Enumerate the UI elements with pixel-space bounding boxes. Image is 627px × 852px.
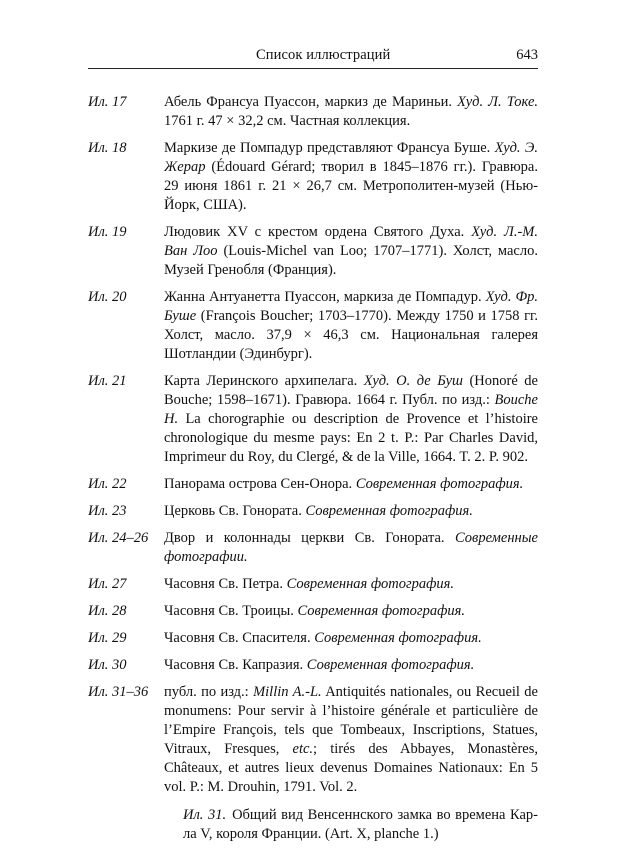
list-item — [88, 683, 538, 844]
illustration-label: Ил. 22 — [88, 476, 127, 492]
illustration-caption — [164, 372, 538, 467]
illustration-label: Ил. 20 — [88, 289, 127, 305]
list-item — [88, 139, 538, 215]
caption-text: Двор и колоннады церкви Св. Гонората. — [164, 530, 456, 546]
illustration-caption — [164, 288, 538, 364]
illustration-caption — [164, 629, 538, 648]
caption-italic: Современная фотография. — [314, 630, 482, 646]
caption-italic: Худ. Л.-М. Ван Лоо — [164, 224, 538, 259]
illustration-label: Ил. 19 — [88, 224, 127, 240]
caption-italic: etc. — [292, 741, 314, 757]
illustration-label: Ил. 28 — [88, 603, 127, 619]
illustration-list — [88, 93, 538, 852]
illustration-caption — [164, 93, 538, 131]
illustration-label: Ил. 27 — [88, 576, 127, 592]
list-item — [88, 93, 538, 131]
illustration-label: Ил. 21 — [88, 373, 127, 389]
illustration-caption — [164, 139, 538, 215]
illustration-caption — [164, 529, 538, 567]
sub-caption-text: Общий вид Венсеннского замка во времена Карла V, короля Франции. (Art. X, planche 1.) — [183, 807, 538, 842]
list-item — [88, 372, 538, 467]
caption-text: Людовик XV с крестом ордена Святого Духа. — [164, 224, 472, 240]
illustration-label: Ил. 24–26 — [88, 530, 149, 546]
caption-text: Жанна Антуанетта Пуассон, маркиза де Помпадур. — [164, 289, 486, 305]
caption-italic: Худ. Э. Жерар — [164, 140, 538, 175]
caption-text: (François Boucher; 1703–1770). Между 1750 и 1758 гг. Холст, масло. 37,9 × 46,3 см. Национальная галерея Шотландии (Эдинбург). — [164, 308, 538, 362]
caption-text: Antiquités nationales, ou Recueil de monumens: Pour servir à l’histoire générale et particulière de l’Empire François, tels que Tombeaux, Inscriptions, Statues, Vitraux, Fresques, — [164, 684, 538, 757]
caption-text: (Édouard Gérard; творил в 1845–1876 гг.). Гравюра. 29 июня 1861 г. 21 × 26,7 см. Метрополитен-музей (Нью-Йорк, США). — [164, 159, 538, 213]
header-title: Список иллюстраций — [256, 47, 391, 63]
list-item — [88, 656, 538, 675]
caption-text: (Honoré de Bouche; 1598–1671). Гравюра. 1664 г. Публ. по изд.: — [164, 373, 538, 408]
caption-text: Абель Франсуа Пуассон, маркиз де Мариньи. — [164, 94, 458, 110]
illustration-caption — [164, 602, 538, 621]
caption-text: Часовня Св. Капразия. — [164, 657, 307, 673]
illustration-label: Ил. 30 — [88, 657, 127, 673]
illustration-label: Ил. 31–36 — [88, 684, 149, 700]
caption-italic: Современная фотография. — [306, 657, 475, 673]
list-item — [88, 288, 538, 364]
caption-italic: Современная фотография. — [297, 603, 466, 619]
illustration-label: Ил. 18 — [88, 140, 127, 156]
illustration-caption — [164, 223, 538, 280]
caption-italic: Современная фотография. — [305, 503, 473, 519]
page-number: 643 — [516, 47, 538, 63]
caption-italic: Современные фотографии. — [164, 530, 538, 565]
caption-italic: Современная фотография. — [286, 576, 455, 592]
caption-text: Маркизе де Помпадур представляют Франсуа Буше. — [164, 140, 495, 156]
caption-text: Часовня Св. Петра. — [164, 576, 287, 592]
caption-text: Часовня Св. Спасителя. — [164, 630, 315, 646]
caption-text: La chorographie ou description de Provence et l’histoire chronologique du mesme pays: En 2 t. P.: Par Charles David, Imprimeur du Roy, du Clergé, & de la Ville, 1664. T. 2. P. 902. — [164, 411, 538, 465]
illustration-label: Ил. 29 — [88, 630, 127, 646]
caption-italic: Bouche H. — [164, 392, 538, 427]
list-item — [88, 475, 538, 494]
illustration-caption — [164, 656, 538, 675]
list-item — [88, 602, 538, 621]
list-item — [88, 223, 538, 280]
caption-text: Карта Леринского архипелага. — [164, 373, 364, 389]
sub-caption — [183, 806, 538, 844]
header-rule — [88, 68, 538, 69]
illustration-label: Ил. 23 — [88, 503, 127, 519]
caption-italic: Millin A.-L. — [253, 684, 322, 700]
sub-list-item — [88, 806, 538, 844]
list-item — [88, 502, 538, 521]
caption-text: Панорама острова Сен-Онора. — [164, 476, 356, 492]
caption-italic: Худ. Л. Токе. — [457, 94, 539, 110]
illustration-label: Ил. 17 — [88, 94, 127, 110]
list-item — [88, 575, 538, 594]
illustration-caption — [164, 575, 538, 594]
running-header — [88, 46, 538, 70]
caption-text: Церковь Св. Гонората. — [164, 503, 306, 519]
sub-illustration-label: Ил. 31. — [183, 807, 227, 823]
list-item — [88, 529, 538, 567]
caption-text: ; tirés des Abbayes, Monastères, Châteaux, et autres lieux devenus Domaines Nationaux: En 5 vol. P.: M. Drouhin, 1791. Vol. 2. — [164, 741, 538, 795]
caption-text: 1761 г. 47 × 32,2 см. Частная коллекция. — [164, 113, 411, 129]
caption-text: Часовня Св. Троицы. — [164, 603, 298, 619]
list-item — [88, 629, 538, 648]
illustration-caption — [164, 683, 538, 797]
caption-text: публ. по изд.: — [164, 684, 254, 700]
caption-italic: Худ. О. де Буш — [363, 373, 463, 389]
caption-text: (Louis-Michel van Loo; 1707–1771). Холст, масло. Музей Гренобля (Франция). — [164, 243, 538, 278]
illustration-caption — [164, 475, 538, 494]
caption-italic: Современная фотография. — [355, 476, 524, 492]
illustration-caption — [164, 502, 538, 521]
caption-italic: Худ. Фр. Буше — [164, 289, 538, 324]
